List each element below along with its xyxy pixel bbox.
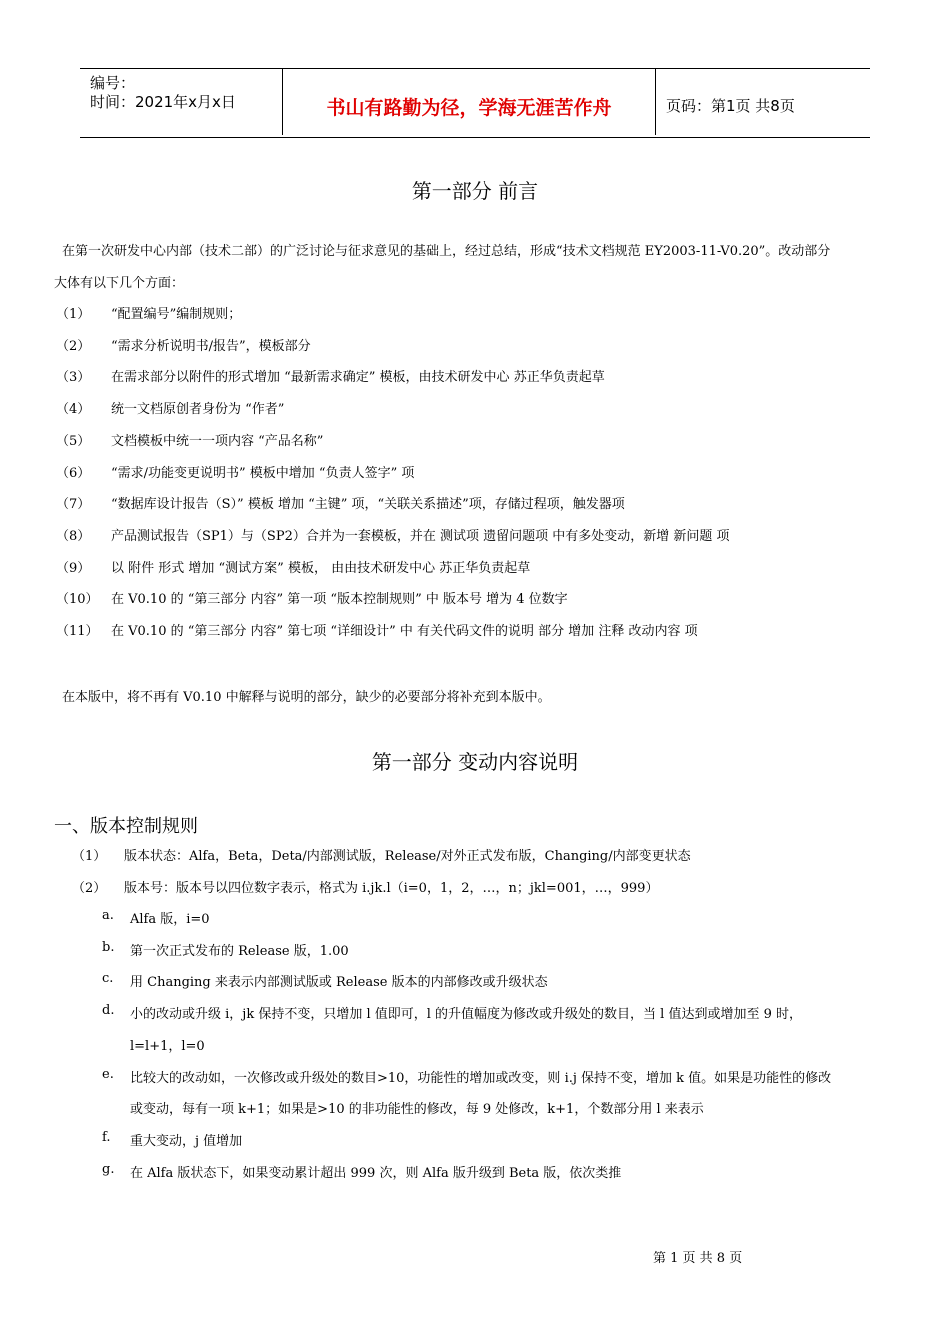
list-item-text: “需求分析说明书/报告”，模板部分 bbox=[111, 338, 311, 354]
list-item-number: （11） bbox=[56, 624, 99, 639]
subrule-letter: b. bbox=[102, 939, 115, 955]
list-item-text: 在 V0.10 的 “第三部分 内容” 第七项 “详细设计” 中 有关代码文件的说明 部分 增加 注释 改动内容 项 bbox=[111, 624, 698, 639]
list-item-number: （5） bbox=[56, 433, 91, 449]
list-item-number: （8） bbox=[56, 528, 91, 544]
page-info: 页码：第1页 共8页 bbox=[666, 97, 795, 115]
number-label: 编号： bbox=[90, 74, 136, 92]
intro-line-2: 大体有以下几个方面： bbox=[54, 276, 185, 291]
rule-item-number: （1） bbox=[72, 849, 107, 864]
subrule-text: 在 Alfa 版状态下，如果变动累计超出 999 次，则 Alfa 版升级到 Beta 版，依次类推 bbox=[130, 1165, 622, 1181]
header-meta-cell bbox=[80, 69, 282, 137]
subrule-letter: d. bbox=[102, 1003, 115, 1019]
rule-item-text: 版本状态：Alfa，Beta，Deta/内部测试版，Release/对外正式发布版，Changing/内部变更状态 bbox=[124, 849, 691, 864]
list-item-number: （1） bbox=[56, 307, 91, 322]
subrule-letter: e. bbox=[102, 1066, 114, 1082]
rule-item-text: 版本号：版本号以四位数字表示，格式为 i.jk.l（i=0，1，2，…，n；jkl=001，…，999） bbox=[124, 881, 659, 896]
list-item-number: （10） bbox=[56, 592, 99, 608]
header-motto-cell bbox=[282, 69, 656, 135]
motto: 书山有路勤为径，学海无涯苦作舟 bbox=[326, 97, 612, 119]
rule-item-number: （2） bbox=[72, 881, 107, 896]
version-control-heading: 一、版本控制规则 bbox=[54, 816, 198, 837]
list-item-text: 统一文档原创者身份为 “作者” bbox=[111, 402, 285, 418]
subrule-letter: c. bbox=[102, 971, 114, 987]
list-item-text: “需求/功能变更说明书” 模板中增加 “负责人签字” 项 bbox=[111, 465, 415, 481]
list-item-text: 在需求部分以附件的形式增加 “最新需求确定” 模板，由技术研发中心 苏正华负责起草 bbox=[111, 370, 605, 386]
section2-title: 第一部分 变动内容说明 bbox=[371, 750, 579, 774]
list-item-number: （6） bbox=[56, 465, 91, 481]
subrule-letter: f. bbox=[102, 1129, 111, 1145]
subrule-text: 重大变动，j 值增加 bbox=[130, 1133, 243, 1149]
header-page-cell bbox=[656, 69, 870, 137]
list-item-text: 在 V0.10 的 “第三部分 内容” 第一项 “版本控制规则” 中 版本号 增为 4 位数字 bbox=[111, 592, 568, 608]
document-header bbox=[80, 68, 870, 138]
subrule-letter: g. bbox=[102, 1161, 115, 1177]
subrule-text-continued: l=l+1，l=0 bbox=[130, 1038, 205, 1054]
list-item-number: （2） bbox=[56, 338, 91, 354]
list-item-number: （7） bbox=[56, 497, 91, 513]
list-item-number: （9） bbox=[56, 560, 91, 576]
list-item-text: 文档模板中统一一项内容 “产品名称” bbox=[111, 433, 324, 449]
list-item-number: （3） bbox=[56, 370, 91, 386]
subrule-text: 比较大的改动如，一次修改或升级处的数目>10，功能性的增加或改变，则 i.j 保持不变，增加 k 值。如果是功能性的修改 bbox=[130, 1070, 832, 1086]
subrule-text: 小的改动或升级 i，jk 保持不变，只增加 l 值即可，l 的升值幅度为修改或升级处的数目，当 l 值达到或增加至 9 时， bbox=[130, 1007, 803, 1023]
subrule-text: Alfa 版，i=0 bbox=[130, 912, 210, 927]
list-item-text: “配置编号”编制规则； bbox=[111, 307, 242, 322]
subrule-letter: a. bbox=[102, 908, 114, 923]
list-item-text: “数据库设计报告（S）” 模板 增加 “主键” 项，“关联关系描述”项，存储过程项，触发器项 bbox=[111, 497, 625, 513]
subrule-text: 第一次正式发布的 Release 版，1.00 bbox=[130, 943, 349, 959]
page-footer: 第 1 页 共 8 页 bbox=[653, 1251, 743, 1266]
subrule-text-continued: 或变动，每有一项 k+1；如果是>10 的非功能性的修改，每 9 处修改，k+1，个数部分用 l 来表示 bbox=[130, 1102, 704, 1118]
section1-title: 第一部分 前言 bbox=[411, 179, 539, 203]
list-item-text: 产品测试报告（SP1）与（SP2）合并为一套模板，并在 测试项 遗留问题项 中有多处变动，新增 新问题 项 bbox=[111, 528, 730, 544]
closing-paragraph: 在本版中，将不再有 V0.10 中解释与说明的部分，缺少的必要部分将补充到本版中。 bbox=[62, 690, 551, 705]
intro-line-1: 在第一次研发中心内部（技术二部）的广泛讨论与征求意见的基础上，经过总结，形成“技术文档规范 EY2003-11-V0.20”。改动部分 bbox=[62, 244, 831, 259]
time-label: 时间：2021年x月x日 bbox=[90, 93, 236, 111]
list-item-number: （4） bbox=[56, 402, 91, 418]
list-item-text: 以 附件 形式 增加 “测试方案” 模板， 由由技术研发中心 苏正华负责起草 bbox=[111, 560, 531, 576]
subrule-text: 用 Changing 来表示内部测试版或 Release 版本的内部修改或升级状态 bbox=[130, 975, 548, 991]
